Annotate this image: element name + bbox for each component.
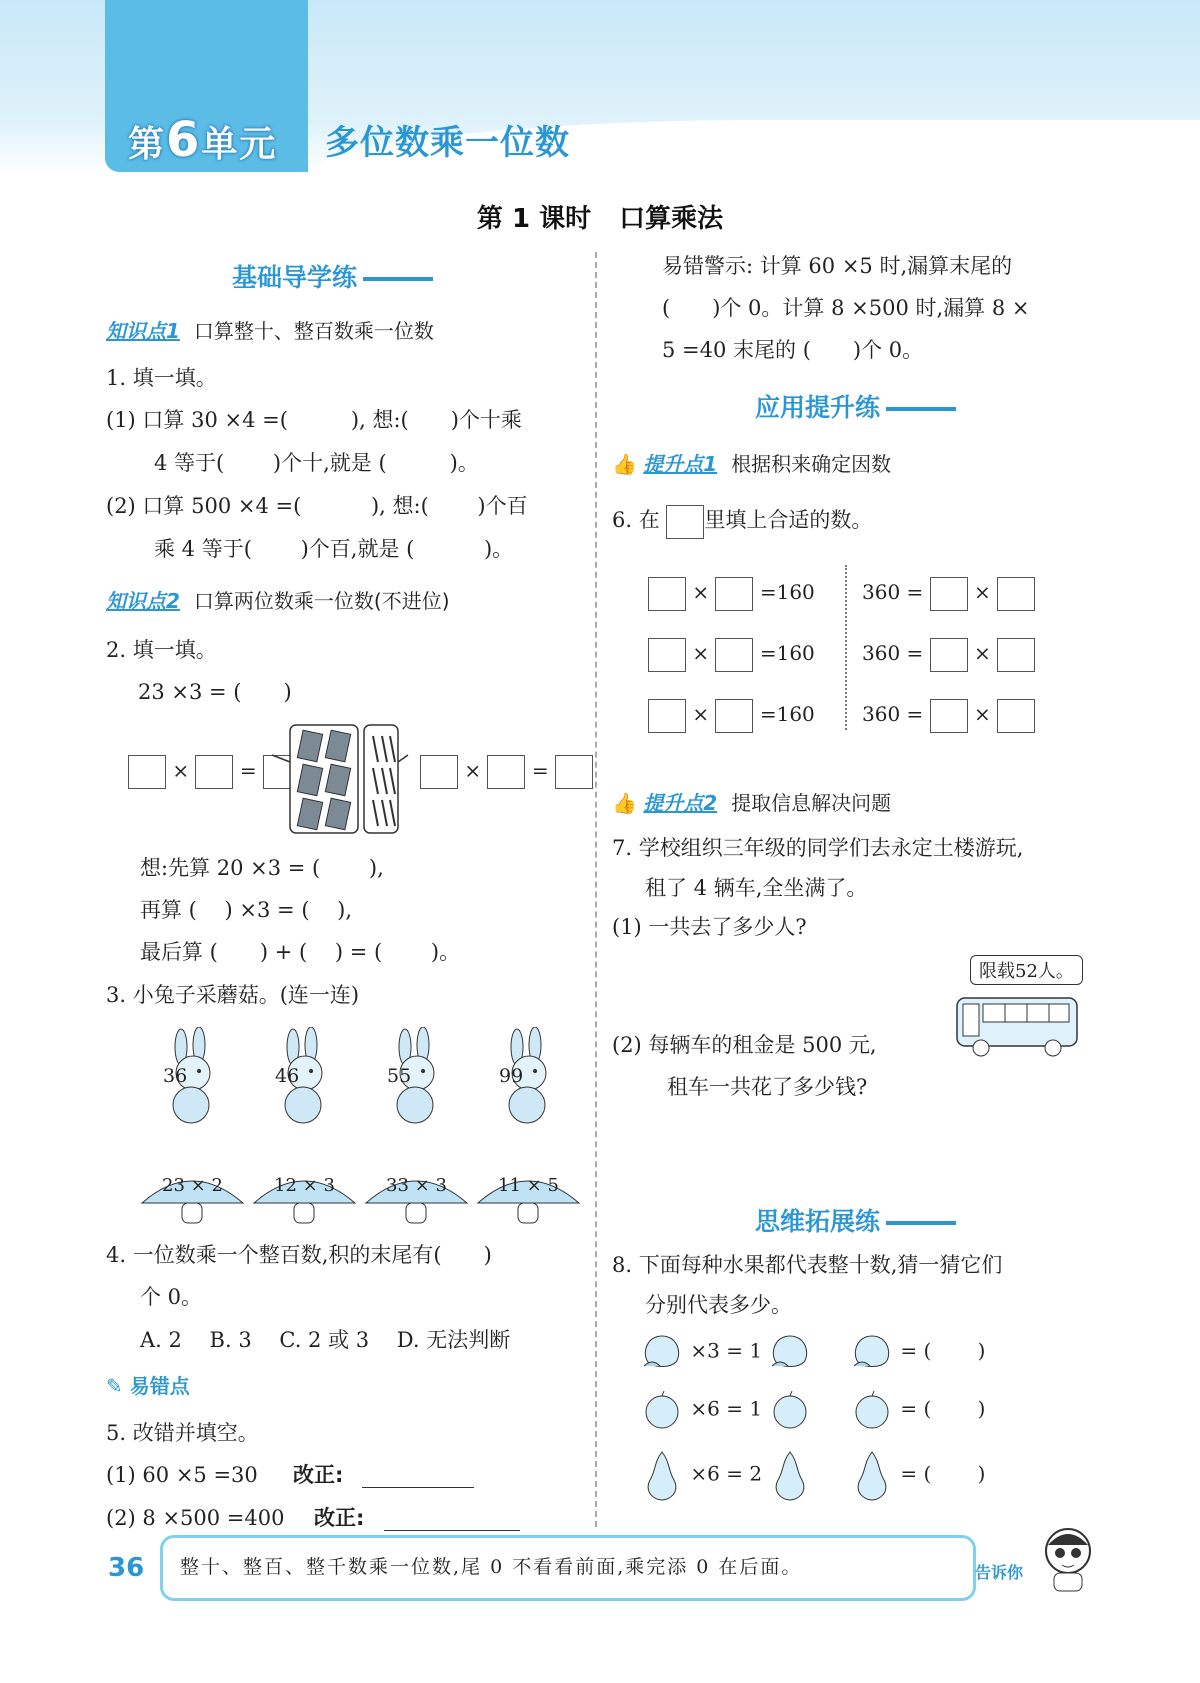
- q8-pear-row: ×6 = 2: [640, 1448, 812, 1502]
- lesson-title: 第 1 课时 口算乘法: [476, 204, 724, 234]
- q4-options: A. 2 B. 3 C. 2 或 3 D. 无法判断: [140, 1328, 511, 1352]
- q8-peach-answer: = ( ): [850, 1332, 985, 1372]
- bunny-number: 99: [499, 1065, 524, 1087]
- answer-box[interactable]: [128, 755, 166, 789]
- q1-line4: 乘 4 等于( )个百,就是 ( )。: [154, 537, 514, 561]
- q6-left-equations: × =160 × =160 × =160: [648, 562, 815, 745]
- q2-left-equation: × =: [128, 755, 301, 789]
- answer-box[interactable]: [930, 699, 968, 733]
- answer-box[interactable]: [648, 577, 686, 611]
- mushroom-expr: 12 × 3: [274, 1175, 335, 1196]
- unit-label: 第6单元: [128, 112, 278, 168]
- apple-icon: [640, 1390, 684, 1430]
- q2-stem: 2. 填一填。: [106, 638, 217, 662]
- bunny-number: 36: [163, 1065, 188, 1087]
- q7-part1: (1) 一共去了多少人?: [612, 915, 807, 939]
- section-apply: 应用提升练: [755, 388, 956, 424]
- section-extend: 思维拓展练: [755, 1202, 956, 1238]
- q8-line1: 8. 下面每种水果都代表整十数,猜一猜它们: [612, 1253, 1003, 1277]
- answer-box[interactable]: [715, 638, 753, 672]
- q7-line1: 7. 学校组织三年级的同学们去永定土楼游玩,: [612, 836, 1024, 860]
- pear-icon: [768, 1448, 812, 1502]
- peach-icon: [850, 1332, 894, 1372]
- q6-right-equations: 360 = × 360 = × 360 = ×: [862, 562, 1035, 745]
- mushroom-expr: 23 × 2: [162, 1175, 223, 1196]
- mascot-icon: [1040, 1525, 1096, 1595]
- q5-fix-label: 改正:: [314, 1506, 365, 1530]
- page-number: 36: [108, 1553, 145, 1583]
- tell-you-label: 告诉你: [975, 1563, 1024, 1582]
- mushroom-expr: 33 × 3: [386, 1175, 447, 1196]
- bunny[interactable]: [379, 1027, 451, 1131]
- bunny[interactable]: [155, 1027, 227, 1131]
- q2-expr: 23 ×3 = ( ): [138, 680, 292, 704]
- bunny-row: [155, 1027, 555, 1132]
- mushroom[interactable]: [476, 1165, 581, 1231]
- answer-box[interactable]: [930, 577, 968, 611]
- mushroom[interactable]: [364, 1165, 469, 1231]
- q8-pear-answer: = ( ): [850, 1448, 985, 1502]
- answer-box[interactable]: [487, 755, 525, 789]
- knowledge-point-2: 知识点2 口算两位数乘一位数(不进位): [106, 589, 450, 613]
- answer-box[interactable]: [715, 699, 753, 733]
- warning-line2: ( )个 0。计算 8 ×500 时,漏算 8 ×: [662, 296, 1030, 320]
- column-divider: [595, 252, 597, 1527]
- lightbulb-icon: ✎: [106, 1374, 123, 1398]
- q7-part2-a: (2) 每辆车的租金是 500 元,: [612, 1033, 877, 1057]
- q4-line2: 个 0。: [140, 1285, 203, 1309]
- sample-box: [666, 505, 704, 539]
- mushroom[interactable]: [252, 1165, 357, 1231]
- q6-stem: 6. 在 里填上合适的数。: [612, 500, 872, 540]
- improve-point-1: 👍 提升点1 根据积来确定因数: [612, 452, 892, 476]
- q2-hint2: 再算 ( ) ×3 = ( ),: [140, 898, 353, 922]
- knowledge-point-1: 知识点1 口算整十、整百数乘一位数: [106, 319, 434, 343]
- q8-peach-row: ×3 = 1: [640, 1332, 812, 1372]
- q8-apple-answer: = ( ): [850, 1390, 985, 1430]
- answer-box[interactable]: [195, 755, 233, 789]
- bunny[interactable]: [267, 1027, 339, 1131]
- tip-text: 整十、整百、整千数乘一位数,尾 0 不看看前面,乘完添 0 在后面。: [180, 1556, 803, 1578]
- answer-box[interactable]: [420, 755, 458, 789]
- q4-line1: 4. 一位数乘一个整百数,积的末尾有( ): [106, 1243, 492, 1267]
- bunny[interactable]: [491, 1027, 563, 1131]
- q3-stem: 3. 小兔子采蘑菇。(连一连): [106, 983, 360, 1007]
- q2-hint3: 最后算 ( ) + ( ) = ( )。: [140, 940, 461, 964]
- warning-line1: 易错警示: 计算 60 ×5 时,漏算末尾的: [662, 254, 1013, 278]
- q2-right-equation: × =: [420, 755, 593, 789]
- pear-icon: [850, 1448, 894, 1502]
- q7-part2-b: 租车一共花了多少钱?: [667, 1075, 868, 1099]
- answer-box[interactable]: [555, 755, 593, 789]
- answer-box[interactable]: [715, 577, 753, 611]
- q5-line2: (2) 8 ×500 =400: [106, 1506, 285, 1530]
- q8-line2: 分别代表多少。: [645, 1293, 792, 1317]
- thumbs-up-icon: 👍: [612, 452, 637, 476]
- answer-box[interactable]: [997, 577, 1035, 611]
- q1-line2: 4 等于( )个十,就是 ( )。: [154, 451, 479, 475]
- peach-icon: [768, 1332, 812, 1372]
- mushroom-expr: 11 × 5: [498, 1175, 559, 1196]
- bus-icon: [953, 992, 1083, 1062]
- bunny-number: 55: [387, 1065, 412, 1087]
- answer-box[interactable]: [997, 638, 1035, 672]
- q5-fix-label: 改正:: [293, 1463, 344, 1487]
- mushroom-row: [140, 1165, 590, 1235]
- improve-point-2: 👍 提升点2 提取信息解决问题: [612, 791, 892, 815]
- section-basic: 基础导学练: [232, 258, 433, 294]
- q2-hint1: 想:先算 20 ×3 = ( ),: [140, 856, 384, 880]
- apple-icon: [768, 1390, 812, 1430]
- pear-icon: [640, 1448, 684, 1502]
- bus-sign: 限载52人。: [970, 955, 1083, 985]
- q5-answer-line2[interactable]: [384, 1530, 520, 1531]
- peach-icon: [640, 1332, 684, 1372]
- unit-title: 多位数乘一位数: [325, 123, 570, 163]
- q1-line1: (1) 口算 30 ×4 =( ), 想:( )个十乘: [106, 408, 522, 432]
- q5-line1: (1) 60 ×5 =30: [106, 1463, 258, 1487]
- bunny-number: 46: [275, 1065, 300, 1087]
- q7-line2: 租了 4 辆车,全坐满了。: [645, 876, 868, 900]
- q6-divider: [845, 565, 847, 730]
- answer-box[interactable]: [997, 699, 1035, 733]
- sticks-illustration: [270, 722, 410, 837]
- warning-line3: 5 =40 末尾的 ( )个 0。: [662, 338, 924, 362]
- mushroom[interactable]: [140, 1165, 245, 1231]
- q1-stem: 1. 填一填。: [106, 366, 217, 390]
- q5-answer-line1[interactable]: [362, 1487, 474, 1488]
- answer-box[interactable]: [648, 699, 686, 733]
- apple-icon: [850, 1390, 894, 1430]
- answer-box[interactable]: [648, 638, 686, 672]
- error-point-label: ✎ 易错点: [106, 1374, 190, 1398]
- answer-box[interactable]: [930, 638, 968, 672]
- thumbs-up-icon: 👍: [612, 791, 637, 815]
- q5-stem: 5. 改错并填空。: [106, 1421, 259, 1445]
- q8-apple-row: ×6 = 1: [640, 1390, 812, 1430]
- q1-line3: (2) 口算 500 ×4 =( ), 想:( )个百: [106, 494, 528, 518]
